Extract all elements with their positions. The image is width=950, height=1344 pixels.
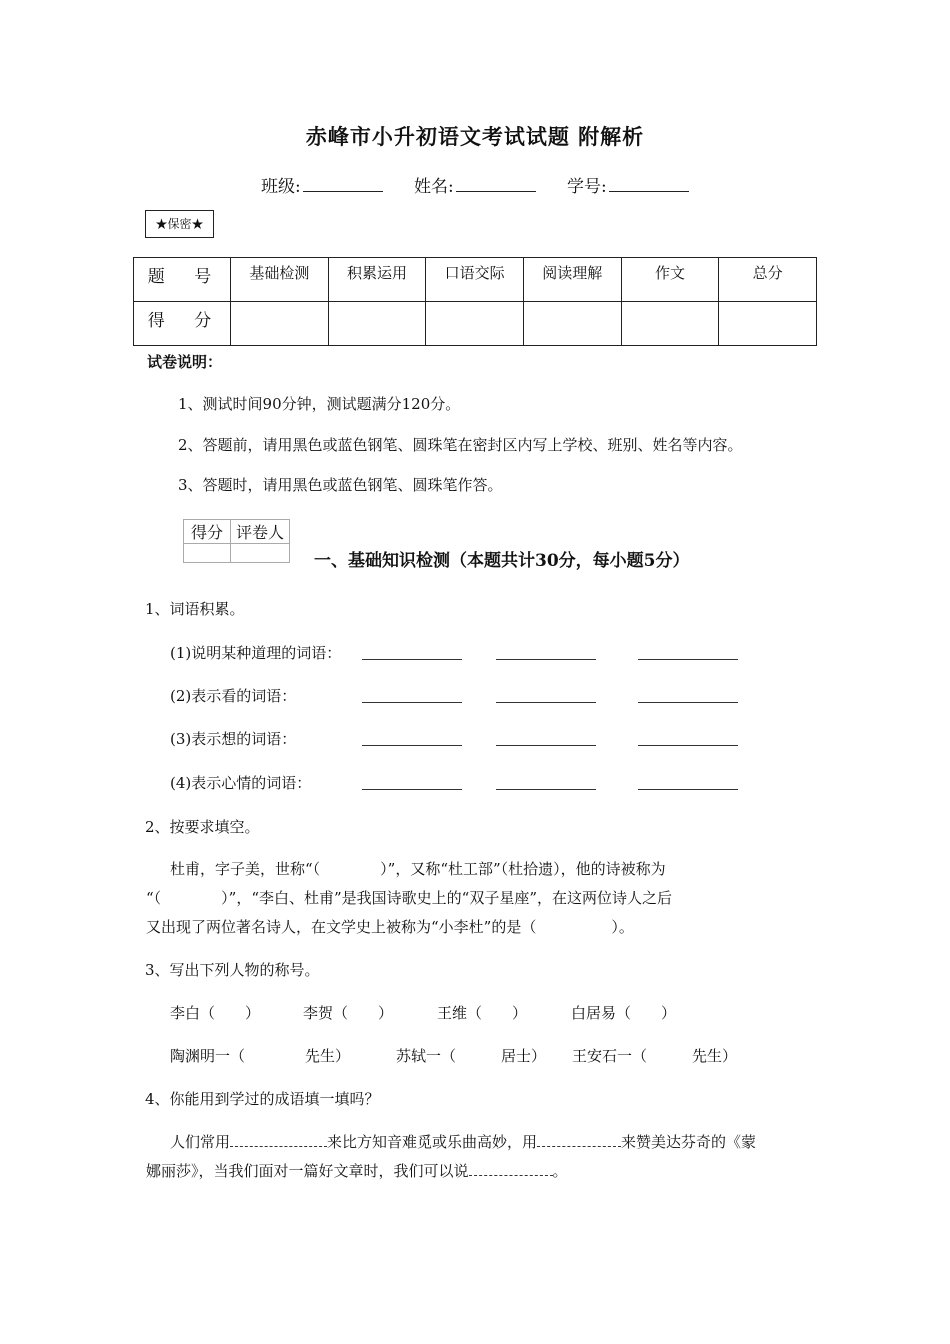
number-field (567, 172, 689, 197)
class-blank[interactable] (303, 177, 383, 192)
q1-blank[interactable] (362, 731, 462, 750)
q1-blank[interactable] (362, 775, 462, 794)
explanation-item: 3、答题时，请用黑色或蓝色钢笔、圆珠笔作答。 (178, 476, 503, 494)
q2-line: 杜甫，字子美，世称“（ ）”，又称“杜工部”（杜拾遗），他的诗被称为 (170, 860, 666, 878)
q4-text: 来赞美达芬奇的《蒙 (621, 1133, 757, 1151)
q3-person: 陶渊明一（ 先生） (170, 1047, 351, 1065)
grader-score-cell[interactable] (184, 544, 231, 563)
q4-blank[interactable] (230, 1134, 327, 1147)
q1-blank[interactable] (496, 688, 596, 707)
q1-blank[interactable] (496, 645, 596, 664)
score-table-row1-head: 题 号 (134, 258, 231, 302)
number-blank[interactable] (609, 177, 689, 192)
q4-text: 。 (552, 1162, 568, 1180)
name-label: 姓名: (414, 177, 454, 197)
q1-blank[interactable] (496, 775, 596, 794)
class-label: 班级: (261, 177, 301, 197)
q1-blank[interactable] (362, 688, 462, 707)
q3-person: 王维（ ） (437, 1004, 528, 1022)
score-table (133, 257, 817, 346)
score-cell[interactable] (719, 302, 817, 346)
score-col-header: 口语交际 (426, 258, 524, 302)
q4-line2 (146, 1160, 568, 1181)
page-title: 赤峰市小升初语文考试试题 附解析 (305, 124, 645, 149)
q1-item: (4)表示心情的词语： (170, 774, 312, 792)
score-col-header: 阅读理解 (523, 258, 621, 302)
q4-text: 娜丽莎》，当我们面对一篇好文章时，我们可以说 (146, 1162, 469, 1180)
q4-blank[interactable] (469, 1163, 553, 1176)
q1-blank[interactable] (638, 731, 738, 750)
q4-line1 (170, 1131, 756, 1152)
q4-blank[interactable] (537, 1134, 621, 1147)
score-cell[interactable] (523, 302, 621, 346)
q4-stem: 4、你能用到学过的成语填一填吗？ (145, 1090, 380, 1108)
score-table-score-row (134, 302, 817, 346)
q1-item: (1)说明某种道理的词语： (170, 644, 342, 662)
grader-box (183, 519, 290, 563)
q2-line: 又出现了两位著名诗人，在文学史上被称为“小李杜”的是（ ）。 (146, 918, 634, 936)
q1-item: (2)表示看的词语： (170, 687, 297, 705)
score-col-header: 基础检测 (231, 258, 329, 302)
score-col-header: 积累运用 (328, 258, 426, 302)
score-cell[interactable] (328, 302, 426, 346)
name-blank[interactable] (456, 177, 536, 192)
q4-text: 人们常用 (170, 1133, 231, 1151)
name-field (414, 172, 536, 197)
q3-stem: 3、写出下列人物的称号。 (145, 961, 320, 979)
q1-stem: 1、词语积累。 (145, 600, 245, 618)
q1-blank[interactable] (496, 731, 596, 750)
class-field (261, 172, 383, 197)
score-col-header: 作文 (621, 258, 719, 302)
q3-person: 苏轼一（ 居士） (396, 1047, 547, 1065)
q1-blank[interactable] (638, 688, 738, 707)
grader-score-label: 得分 (184, 520, 231, 544)
q1-blank[interactable] (638, 775, 738, 794)
grader-reviewer-cell[interactable] (231, 544, 290, 563)
q3-person: 李白（ ） (170, 1004, 261, 1022)
score-table-row2-head: 得 分 (134, 302, 231, 346)
secret-badge: ★保密★ (145, 210, 214, 238)
q3-person: 李贺（ ） (303, 1004, 394, 1022)
score-cell[interactable] (621, 302, 719, 346)
number-label: 学号: (567, 177, 607, 197)
q1-item: (3)表示想的词语： (170, 730, 297, 748)
score-table-header-row (134, 258, 817, 302)
explanation-item: 1、测试时间90分钟，测试题满分120分。 (178, 395, 461, 413)
q3-person: 白居易（ ） (571, 1004, 677, 1022)
section1-title: 一、基础知识检测（本题共计30分，每小题5分） (314, 551, 690, 571)
explanation-item: 2、答题前，请用黑色或蓝色钢笔、圆珠笔在密封区内写上学校、班别、姓名等内容。 (178, 436, 743, 454)
q2-line: “（ ）”，“李白、杜甫”是我国诗歌史上的“双子星座”，在这两位诗人之后 (146, 889, 673, 907)
score-cell[interactable] (231, 302, 329, 346)
q1-blank[interactable] (638, 645, 738, 664)
explanation-title: 试卷说明： (147, 353, 223, 371)
score-cell[interactable] (426, 302, 524, 346)
q2-stem: 2、按要求填空。 (145, 818, 260, 836)
score-col-header: 总分 (719, 258, 817, 302)
q3-person: 王安石一（ 先生） (572, 1047, 738, 1065)
grader-reviewer-label: 评卷人 (231, 520, 290, 544)
q4-text: 来比方知音难觅或乐曲高妙，用 (327, 1133, 538, 1151)
q1-blank[interactable] (362, 645, 462, 664)
